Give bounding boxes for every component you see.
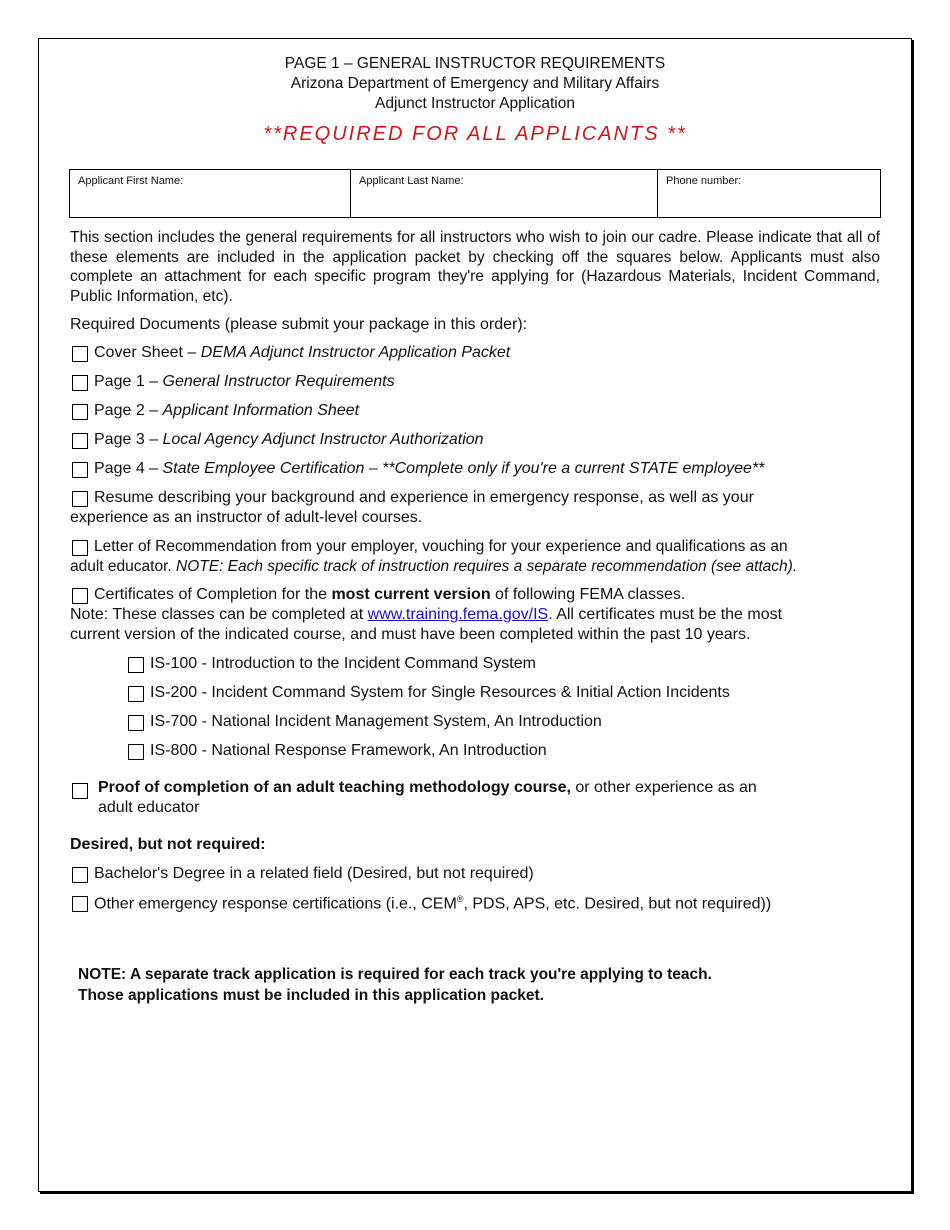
required-banner: **REQUIRED FOR ALL APPLICANTS **	[263, 123, 687, 145]
phone-field[interactable]	[658, 170, 881, 218]
checkbox-letter[interactable]	[72, 540, 88, 556]
phone-label: Phone number:	[666, 175, 742, 187]
letter-note: NOTE: Each specific track of instruction requires a separate recommendation (see attach).	[176, 558, 798, 575]
checkbox-is-100[interactable]	[128, 657, 144, 673]
intro-paragraph: This section includes the general requirements for all instructors who wish to join our cadre. Please indicate that all of these elements are included in the application packet by checking off the squares below. Applicants must also complete an attachment for each specific program they're applying for (Hazardous Materials, Incident Command, Public Information, etc).	[70, 229, 880, 305]
first-name-label: Applicant First Name:	[78, 175, 184, 187]
page-title: PAGE 1 – GENERAL INSTRUCTOR REQUIREMENTS	[284, 55, 666, 72]
proof-line-2: adult educator	[98, 799, 200, 816]
checkbox-cover-sheet[interactable]	[72, 346, 88, 362]
certificates-text: of following FEMA classes.	[490, 586, 686, 603]
first-name-field[interactable]	[70, 170, 351, 218]
item-detail: Applicant Information Sheet	[162, 402, 360, 419]
item-label: Page 1 –	[94, 373, 163, 390]
item-page-3	[94, 431, 484, 449]
checkbox-teaching-methodology[interactable]	[72, 783, 88, 799]
letter-text: adult educator.	[70, 558, 176, 575]
note-text: . All certificates must be the most	[548, 606, 783, 623]
registered-mark: ®	[456, 894, 464, 904]
note-text: Note: These classes can be completed at	[70, 606, 368, 623]
item-page-1	[94, 373, 395, 391]
required-docs-heading: Required Documents (please submit your package in this order):	[70, 316, 528, 333]
last-name-label: Applicant Last Name:	[359, 175, 464, 187]
course-is-200: IS-200 - Incident Command System for Single Resources & Initial Action Incidents	[150, 684, 730, 701]
item-label: Page 4 –	[94, 460, 163, 477]
other-text: , PDS, APS, etc. Desired, but not required))	[463, 895, 772, 913]
checkbox-other-certifications[interactable]	[72, 896, 88, 912]
certificates-text: Certificates of Completion for the	[94, 586, 332, 603]
desired-heading: Desired, but not required:	[70, 836, 266, 853]
certificates-line-3: current version of the indicated course, and must have been completed within the past 10 years.	[70, 626, 751, 643]
last-name-field[interactable]	[351, 170, 658, 218]
checkbox-bachelors[interactable]	[72, 867, 88, 883]
checkbox-is-200[interactable]	[128, 686, 144, 702]
letter-line-1: Letter of Recommendation from your employer, vouching for your experience and qualifications as an	[94, 538, 788, 555]
item-cover-sheet	[94, 344, 510, 362]
item-detail: DEMA Adjunct Instructor Application Packet	[200, 344, 511, 361]
course-is-100: IS-100 - Introduction to the Incident Command System	[150, 655, 536, 672]
checkbox-page-1[interactable]	[72, 375, 88, 391]
checkbox-is-700[interactable]	[128, 715, 144, 731]
organization-name: Arizona Department of Emergency and Military Affairs	[290, 75, 660, 92]
checkbox-is-800[interactable]	[128, 744, 144, 760]
other-certifications-item	[94, 894, 771, 913]
certificates-note	[70, 606, 782, 624]
course-is-700: IS-700 - National Incident Management System, An Introduction	[150, 713, 602, 730]
track-note-line-1: NOTE: A separate track application is required for each track you're applying to teach.	[78, 966, 712, 983]
track-note-line-2: Those applications must be included in this application packet.	[78, 987, 544, 1004]
proof-bold: Proof of completion of an adult teaching methodology course,	[98, 779, 571, 796]
proof-line-1	[98, 779, 757, 797]
item-detail: General Instructor Requirements	[162, 373, 395, 390]
letter-line-2	[70, 558, 797, 576]
item-detail: State Employee Certification – **Complete only if you're a current STATE employee**	[162, 460, 765, 477]
checkbox-certificates[interactable]	[72, 588, 88, 604]
certificates-bold: most current version	[331, 586, 491, 603]
course-is-800: IS-800 - National Response Framework, An Introduction	[150, 742, 547, 759]
resume-line-2: experience as an instructor of adult-level courses.	[70, 509, 423, 526]
item-page-2	[94, 402, 359, 420]
other-text: Other emergency response certifications (i.e., CEM	[94, 895, 457, 913]
item-label: Page 2 –	[94, 402, 163, 419]
item-label: Page 3 –	[94, 431, 163, 448]
certificates-line-1	[94, 586, 685, 604]
checkbox-page-3[interactable]	[72, 433, 88, 449]
checkbox-resume[interactable]	[72, 491, 88, 507]
applicant-info-table	[69, 169, 881, 218]
resume-line-1: Resume describing your background and experience in emergency response, as well as your	[94, 489, 754, 506]
bachelors-degree-item: Bachelor's Degree in a related field (Desired, but not required)	[94, 865, 534, 882]
fema-training-link[interactable]: www.training.fema.gov/IS	[367, 606, 549, 623]
checkbox-page-2[interactable]	[72, 404, 88, 420]
item-page-4	[94, 460, 764, 478]
item-detail: Local Agency Adjunct Instructor Authorization	[162, 431, 484, 448]
item-label: Cover Sheet –	[94, 344, 201, 361]
checkbox-page-4[interactable]	[72, 462, 88, 478]
form-name: Adjunct Instructor Application	[375, 95, 575, 112]
proof-text: or other experience as an	[570, 779, 757, 796]
